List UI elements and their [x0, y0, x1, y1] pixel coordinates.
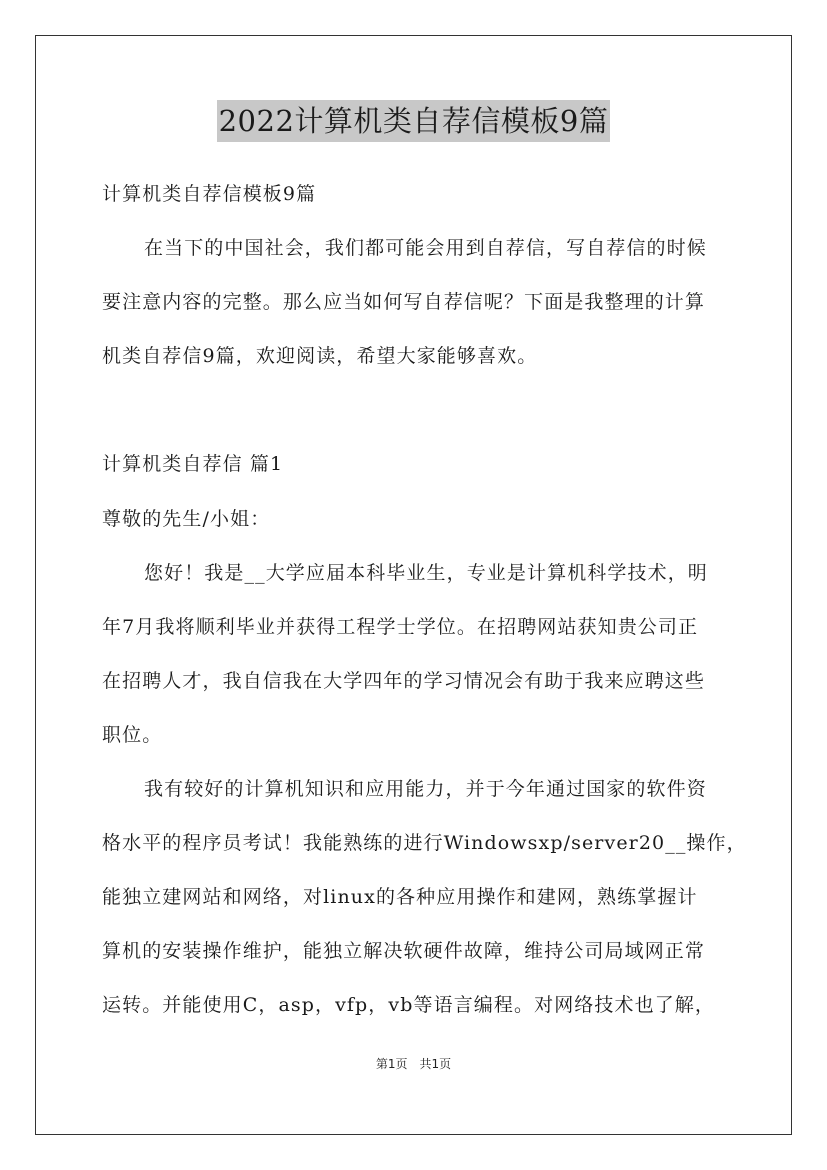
intro-line-2: 要注意内容的完整。那么应当如何写自荐信呢？下面是我整理的计算 — [102, 291, 706, 313]
intro-line-1: 在当下的中国社会，我们都可能会用到自荐信，写自荐信的时候 — [144, 237, 707, 259]
para2-line-2: 格水平的程序员考试！我能熟练的进行Windowsxp/server20__操作， — [102, 832, 747, 854]
para2-line-4: 算机的安装操作维护，能独立解决软硬件故障，维持公司局域网正常 — [102, 940, 706, 962]
section-heading: 计算机类自荐信 篇1 — [102, 453, 284, 475]
para1-line-3: 在招聘人才，我自信我在大学四年的学习情况会有助于我来应聘这些 — [102, 670, 706, 692]
intro-line-3: 机类自荐信9篇，欢迎阅读，希望大家能够喜欢。 — [102, 345, 538, 367]
para1-line-2: 年7月我将顺利毕业并获得工程学士学位。在招聘网站获知贵公司正 — [102, 616, 699, 638]
para2-line-1: 我有较好的计算机知识和应用能力，并于今年通过国家的软件资 — [144, 778, 707, 800]
page-footer: 第1页 共1页 — [375, 1057, 452, 1071]
para1-line-1: 您好！我是__大学应届本科毕业生，专业是计算机科学技术，明 — [144, 562, 708, 584]
para2-line-3: 能独立建网站和网络，对linux的各种应用操作和建网，熟练掌握计 — [102, 886, 698, 908]
para1-line-4: 职位。 — [102, 724, 163, 746]
para2-line-5: 运转。并能使用C，asp，vfp，vb等语言编程。对网络技术也了解， — [102, 994, 716, 1016]
title-container — [0, 100, 827, 142]
document-subtitle: 计算机类自荐信模板9篇 — [102, 183, 317, 205]
salutation: 尊敬的先生/小姐： — [102, 508, 271, 530]
document-title: 2022计算机类自荐信模板9篇 — [217, 100, 611, 142]
